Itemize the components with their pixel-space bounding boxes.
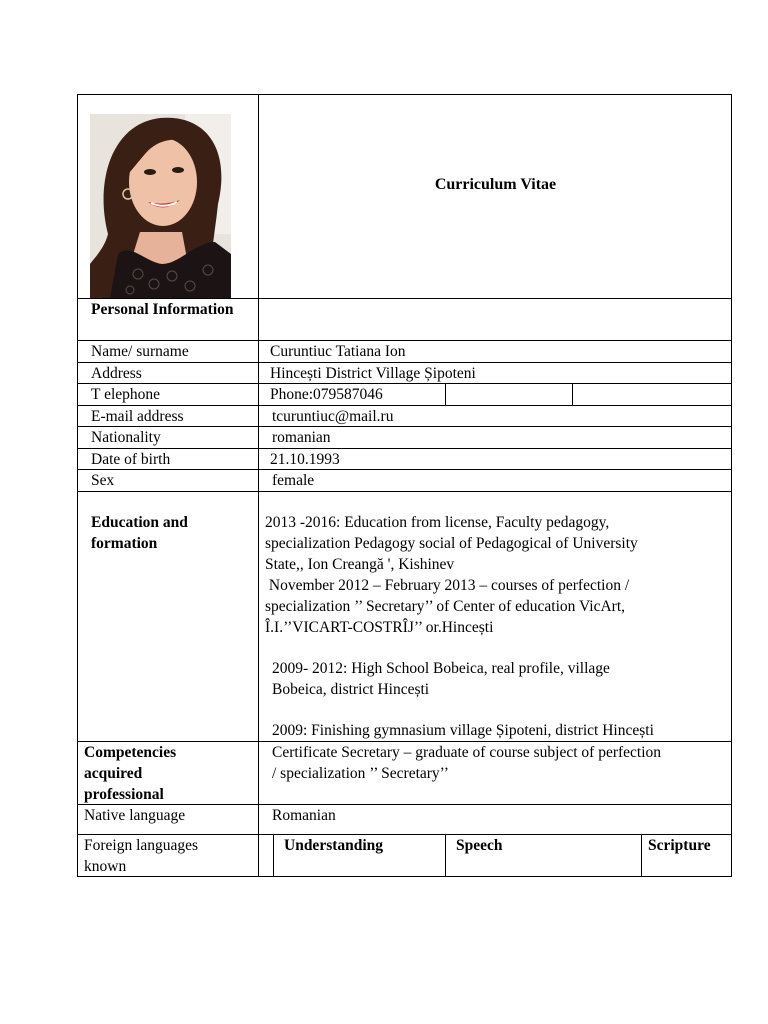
education-line: specialization Pedagogy social of Pedagogical of University [265,535,638,552]
table-border [77,469,732,470]
native-language-label: Native language [84,807,186,824]
competencies-label: professional [84,786,164,803]
portrait-image [90,114,231,298]
competencies-label: Competencies [84,744,177,761]
telephone-label: T elephone [91,386,161,403]
email-value: tcuruntiuc@mail.ru [272,408,394,425]
table-border [77,491,732,492]
native-language-value: Romanian [272,807,336,824]
email-label: E-mail address [91,408,184,425]
competencies-value: Certificate Secretary – graduate of course subject of perfection [272,744,662,761]
speech-header: Speech [456,837,503,854]
name-label: Name/ surname [91,343,189,360]
table-border [258,94,259,877]
scripture-header: Scripture [648,837,711,854]
education-line: 2013 -2016: Education from license, Faculty pedagogy, [265,514,610,531]
table-border [731,94,732,877]
table-border [77,94,732,95]
portrait-photo [90,114,231,298]
table-border [77,876,732,877]
birthdate-value: 21.10.1993 [270,451,340,468]
education-line: 2009- 2012: High School Bobeica, real profile, village [272,660,610,677]
understanding-header: Understanding [284,837,384,854]
table-border [77,94,78,877]
nationality-value: romanian [272,429,331,446]
name-value: Curuntiuc Tatiana Ion [270,343,406,360]
education-line: Bobeica, district Hincești [272,681,430,698]
sex-value: female [272,472,315,489]
birthdate-label: Date of birth [91,451,171,468]
table-border [572,383,573,405]
address-label: Address [91,365,142,382]
education-label: formation [91,535,158,552]
telephone-value: Phone:079587046 [270,386,383,403]
table-border [77,448,732,449]
education-line: 2009: Finishing gymnasium village Șipoteni, district Hincești [272,722,654,739]
education-label: Education and [91,514,188,531]
education-line: November 2012 – February 2013 – courses of perfection / [265,577,630,594]
table-border [641,834,642,876]
nationality-label: Nationality [91,429,161,446]
address-value: Hincești District Village Șipoteni [270,365,476,382]
table-border [445,834,446,876]
sex-label: Sex [91,472,115,489]
personal-info-heading: Personal Information [91,301,234,318]
competencies-label: acquired [84,765,143,782]
education-line: specialization ’’ Secretary’’ of Center of education VicArt, [265,598,625,615]
education-line: State,, Ion Creangă ', Kishinev [265,556,455,573]
table-border [445,383,446,405]
education-line: Î.I.’’VICART-COSTRÎJ’’ or.Hincești [265,619,494,636]
document-title: Curriculum Vitae [434,176,557,193]
foreign-languages-label: Foreign languages [84,837,199,854]
competencies-value: / specialization ’’ Secretary’’ [272,765,449,782]
table-border [273,834,274,876]
foreign-languages-label: known [84,858,127,875]
